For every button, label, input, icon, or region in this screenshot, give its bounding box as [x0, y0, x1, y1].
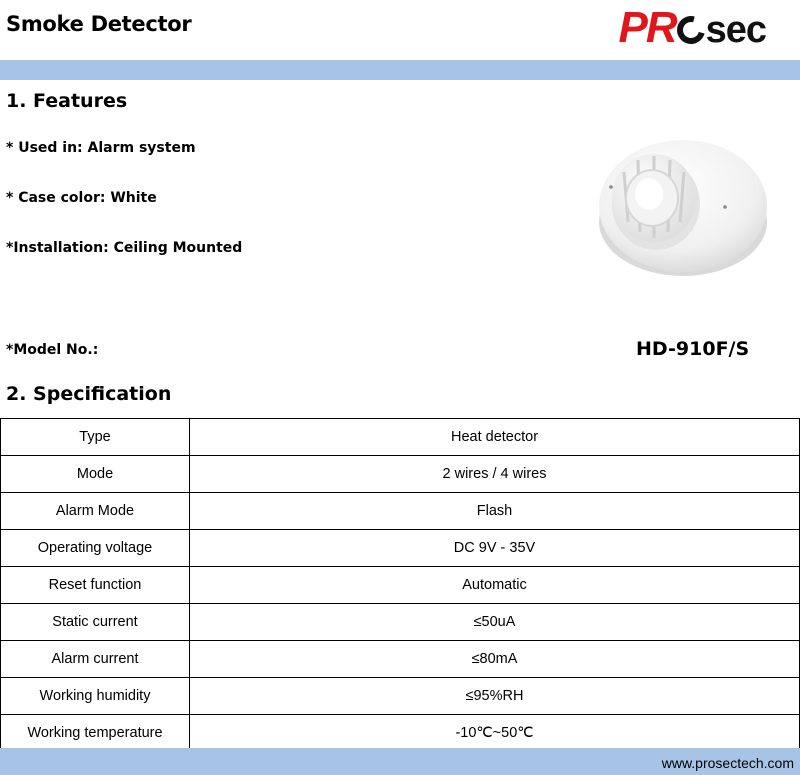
spec-key: Alarm current [1, 641, 190, 678]
spec-value: ≤50uA [190, 604, 800, 641]
logo-ring-icon [671, 11, 709, 49]
logo-text-pr: PR [618, 3, 676, 52]
prosec-logo [618, 4, 766, 50]
heat-detector-image [594, 120, 772, 280]
table-row [1, 678, 800, 715]
spec-value: DC 9V - 35V [190, 530, 800, 567]
model-label: *Model No.: [6, 342, 99, 358]
spec-value: Flash [190, 493, 800, 530]
spec-key: Mode [1, 456, 190, 493]
table-row [1, 530, 800, 567]
spec-value: Heat detector [190, 419, 800, 456]
logo-text-sec: sec [705, 9, 766, 51]
spec-value: Automatic [190, 567, 800, 604]
feature-installation: *Installation: Ceiling Mounted [6, 240, 243, 256]
table-row [1, 604, 800, 641]
table-row [1, 456, 800, 493]
features-heading: 1. Features [6, 90, 128, 112]
spec-key: Type [1, 419, 190, 456]
spec-key: Working temperature [1, 715, 190, 752]
spec-key: Static current [1, 604, 190, 641]
website-link[interactable]: www.prosectech.com [661, 755, 794, 771]
spec-key: Alarm Mode [1, 493, 190, 530]
spec-value: 2 wires / 4 wires [190, 456, 800, 493]
header-divider-bar [0, 60, 800, 80]
page-title: Smoke Detector [6, 12, 192, 36]
table-row [1, 493, 800, 530]
table-row [1, 641, 800, 678]
table-row [1, 715, 800, 752]
feature-case-color: * Case color: White [6, 190, 157, 206]
spec-value: -10℃~50℃ [190, 715, 800, 752]
spec-key: Working humidity [1, 678, 190, 715]
model-number: HD-910F/S [636, 338, 750, 360]
feature-used-in: * Used in: Alarm system [6, 140, 196, 156]
specification-table [0, 418, 800, 752]
spec-value: ≤80mA [190, 641, 800, 678]
spec-value: ≤95%RH [190, 678, 800, 715]
specification-heading: 2. Specification [6, 383, 172, 405]
spec-key: Reset function [1, 567, 190, 604]
table-row [1, 419, 800, 456]
table-row [1, 567, 800, 604]
spec-key: Operating voltage [1, 530, 190, 567]
